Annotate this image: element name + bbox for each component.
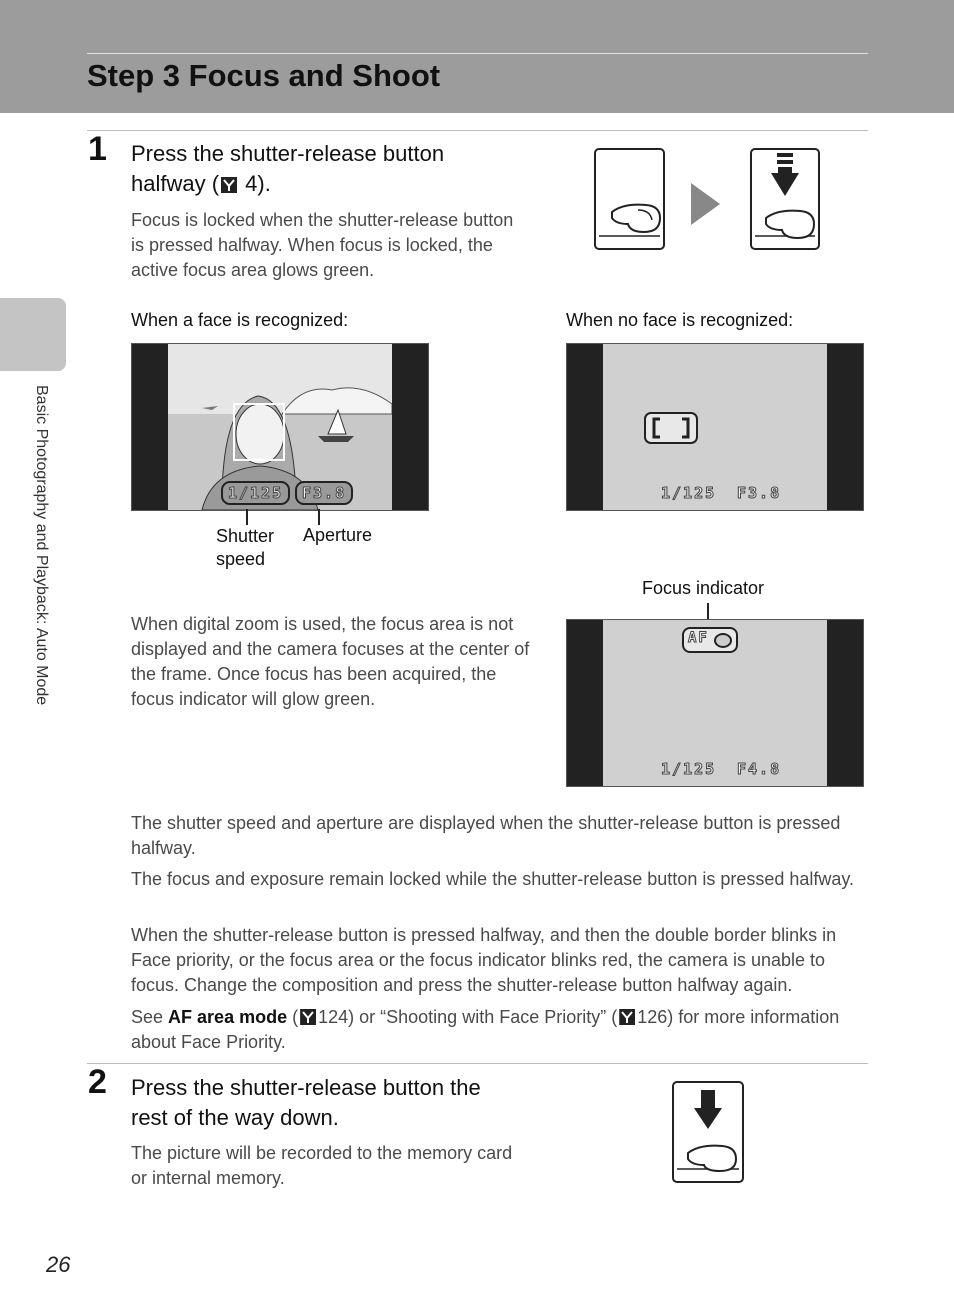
focus-dot-icon xyxy=(714,633,732,648)
aperture-readout: F4.8 xyxy=(737,760,782,778)
letterbox-right xyxy=(827,620,863,786)
header-rule xyxy=(87,53,868,54)
focus-indicator xyxy=(682,627,738,653)
screen-face-recognized xyxy=(131,343,429,511)
shutter-callout-line xyxy=(246,509,248,525)
step-title-line2b: 4). xyxy=(245,171,271,196)
face-recognized-label: When a face is recognized: xyxy=(131,310,349,330)
letterbox-left xyxy=(567,344,603,510)
note-ref2-text[interactable]: 126) for more information about Face Priority. xyxy=(131,1007,840,1052)
letterbox-left xyxy=(132,344,168,510)
step-title xyxy=(131,1073,551,1133)
step-title-line2a: halfway ( xyxy=(131,171,220,196)
side-chapter-label: Basic Photography and Playback: Auto Mode xyxy=(33,385,50,706)
arrow-down-icon xyxy=(701,1090,715,1110)
letterbox-left xyxy=(567,620,603,786)
step-title-line1: Press the shutter-release button the xyxy=(131,1075,481,1100)
step-title-line1: Press the shutter-release button xyxy=(131,141,445,166)
header-band xyxy=(0,0,954,113)
finger-press-icon xyxy=(594,148,826,252)
aperture-callout-line xyxy=(318,509,320,525)
shutter-speed-label xyxy=(216,525,274,571)
no-face-recognized-label: When no face is recognized: xyxy=(566,310,794,330)
section-divider xyxy=(87,130,868,131)
page-title: Step 3 Focus and Shoot xyxy=(87,58,441,93)
shutter-speed-readout: 1/125 xyxy=(221,481,290,505)
shutter-label-line1: Shutter xyxy=(216,526,275,546)
focus-brackets-icon xyxy=(644,412,698,444)
note-see-text: See xyxy=(131,1007,164,1027)
step-description: The picture will be recorded to the memory card or internal memory. xyxy=(131,1143,513,1188)
aperture-readout: F3.8 xyxy=(737,484,782,502)
step-title xyxy=(131,139,551,199)
note-see-also xyxy=(131,1005,861,1055)
focus-indicator-label: Focus indicator xyxy=(642,578,765,598)
letterbox-right xyxy=(827,344,863,510)
screen-digital-zoom xyxy=(566,619,864,787)
aperture-readout: F3.8 xyxy=(295,481,353,505)
section-divider xyxy=(87,1063,868,1064)
note-ref1-text[interactable]: 124) or “Shooting with Face Priority” ( xyxy=(318,1007,618,1027)
reference-icon xyxy=(300,1009,316,1025)
finger-press-icon xyxy=(672,1081,746,1185)
shutter-speed-readout: 1/125 xyxy=(661,760,717,778)
note-shutter-aperture: The shutter speed and aperture are displayed when the shutter-release button is pressed halfway. xyxy=(131,813,841,858)
digital-zoom-note: When digital zoom is used, the focus area is not displayed and the camera focuses at the center of the frame. Once focus has been acquired, the focus indicator will glow green. xyxy=(131,614,530,709)
side-tab xyxy=(0,298,66,371)
aperture-label: Aperture xyxy=(303,525,373,545)
step-description: Focus is locked when the shutter-release button is pressed halfway. When focus is locked, the active focus area glows green. xyxy=(131,210,514,280)
shutter-label-line2: speed xyxy=(216,549,266,569)
note-focus-locked: The focus and exposure remain locked while the shutter-release button is pressed halfway. xyxy=(131,869,855,889)
step-number: 1 xyxy=(88,130,107,168)
step-title-line2: rest of the way down. xyxy=(131,1105,339,1130)
arrow-right-icon xyxy=(691,183,720,225)
af-area-mode-link[interactable]: AF area mode xyxy=(168,1007,288,1027)
note-paren: ( xyxy=(292,1007,299,1027)
shutter-speed-readout: 1/125 xyxy=(661,484,717,502)
af-label: AF xyxy=(688,630,709,646)
screen-no-face xyxy=(566,343,864,511)
reference-icon xyxy=(221,177,237,193)
step-number: 2 xyxy=(88,1063,107,1101)
page-number: 26 xyxy=(46,1252,71,1277)
reference-icon xyxy=(619,1009,635,1025)
letterbox-right xyxy=(392,344,428,510)
note-unable-to-focus: When the shutter-release button is pressed halfway, and then the double border blinks in Face priority, or the focus area or the focus indicator blinks red, the camera is unable to focus. Change the composition and press the shutter-release button halfway again. xyxy=(131,925,837,995)
